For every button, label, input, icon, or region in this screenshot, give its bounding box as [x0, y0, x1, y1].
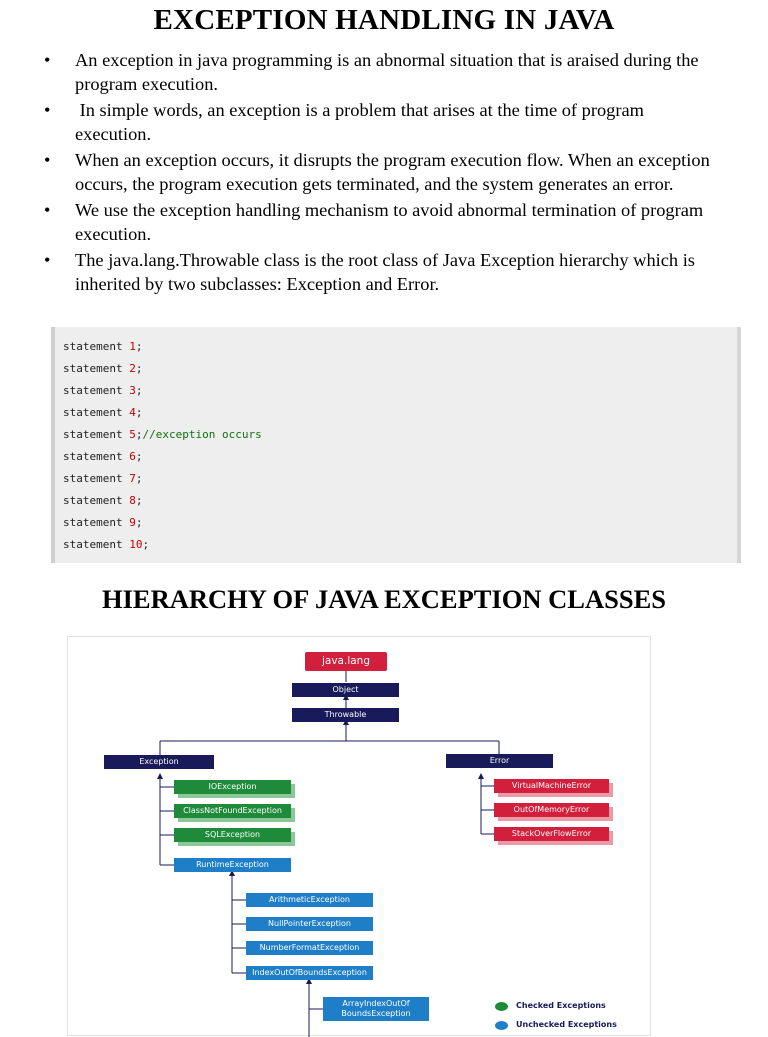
checked-legend-marker [495, 1002, 508, 1011]
checked-legend-label: Checked Exceptions [516, 1001, 606, 1010]
code-line: statement 7; [63, 472, 143, 485]
code-number: 2 [129, 362, 136, 375]
error-subclass-node: VirtualMachineError [494, 779, 609, 793]
code-number: 3 [129, 384, 136, 397]
code-keyword: statement [63, 340, 130, 353]
unchecked-legend-marker [495, 1021, 508, 1030]
unchecked-legend-label: Unchecked Exceptions [516, 1020, 617, 1029]
code-line: statement 5;//exception occurs [63, 428, 262, 441]
bullet-marker: • [44, 50, 51, 70]
bullet-item [44, 49, 724, 96]
code-keyword: statement [63, 428, 130, 441]
code-keyword: statement [63, 450, 130, 463]
code-number: 7 [129, 472, 136, 485]
object-node: Object [292, 683, 399, 697]
bullet-text: An exception in java programming is an abnormal situation that is araised during the program execution. [75, 50, 699, 94]
code-number: 9 [129, 516, 136, 529]
bullet-item [44, 99, 724, 146]
exception-hierarchy-diagram [67, 636, 651, 1036]
array-index-line1: ArrayIndexOutOf [342, 999, 410, 1008]
code-number: 1 [129, 340, 136, 353]
code-line: statement 4; [63, 406, 143, 419]
code-line: statement 1; [63, 340, 143, 353]
unchecked-exception-node: ArithmeticException [246, 893, 373, 907]
code-line: statement 10; [63, 538, 150, 551]
code-keyword: statement [63, 362, 130, 375]
code-keyword: statement [63, 384, 130, 397]
code-line: statement 2; [63, 362, 143, 375]
bullet-marker: • [44, 250, 51, 270]
error-subclass-node: StackOverFlowError [494, 827, 609, 841]
error-node: Error [446, 754, 553, 768]
code-comment: //exception occurs [142, 428, 262, 441]
bullet-text: In simple words, an exception is a problem that arises at the time of program execution. [75, 100, 649, 144]
code-keyword: statement [63, 538, 130, 551]
bullet-marker: • [44, 150, 51, 170]
array-index-line2: BoundsException [341, 1009, 411, 1018]
bullet-text: When an exception occurs, it disrupts the program execution flow. When an exception occurs, the program execution gets terminated, and the system generates an error. [75, 150, 710, 194]
bullet-item [44, 149, 724, 196]
code-keyword: statement [63, 472, 130, 485]
array-index-exception-node [323, 997, 429, 1021]
code-line: statement 9; [63, 516, 143, 529]
code-number: 4 [129, 406, 136, 419]
bullet-marker: • [44, 100, 51, 120]
bullet-list [44, 49, 724, 299]
bullet-item [44, 199, 724, 246]
checked-exception-node: IOException [174, 780, 291, 794]
bullet-text: We use the exception handling mechanism to avoid abnormal termination of program execution. [75, 200, 704, 244]
java-lang-package: java.lang [305, 652, 387, 671]
bullet-text: The java.lang.Throwable class is the root class of Java Exception hierarchy which is inherited by two subclasses: Exception and Error. [75, 250, 695, 294]
code-line: statement 3; [63, 384, 143, 397]
code-block [51, 327, 741, 563]
page-title: EXCEPTION HANDLING IN JAVA [153, 4, 615, 36]
error-subclass-node: OutOfMemoryError [494, 803, 609, 817]
code-keyword: statement [63, 516, 130, 529]
unchecked-exception-node: IndexOutOfBoundsException [246, 966, 373, 980]
code-number: 6 [129, 450, 136, 463]
code-line: statement 8; [63, 494, 143, 507]
code-keyword: statement [63, 406, 130, 419]
code-keyword: statement [63, 494, 130, 507]
unchecked-exception-node: NullPointerException [246, 917, 373, 931]
code-line: statement 6; [63, 450, 143, 463]
code-number: 8 [129, 494, 136, 507]
bullet-item [44, 249, 724, 296]
checked-exception-node: ClassNotFoundException [174, 804, 291, 818]
bullet-marker: • [44, 200, 51, 220]
checked-exception-node: SQLException [174, 828, 291, 842]
code-number: 10 [129, 538, 143, 551]
section-heading: HIERARCHY OF JAVA EXCEPTION CLASSES [102, 584, 666, 614]
throwable-node: Throwable [292, 708, 399, 722]
code-number: 5 [129, 428, 136, 441]
exception-node: Exception [104, 755, 214, 769]
unchecked-exception-node: NumberFormatException [246, 941, 373, 955]
runtime-exception-node: RuntimeException [174, 858, 291, 872]
